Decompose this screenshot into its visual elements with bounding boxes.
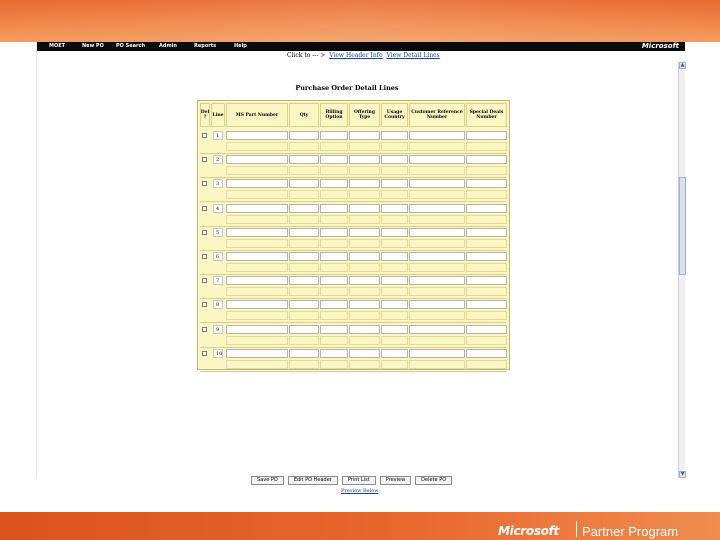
detail-subrow-cell	[226, 215, 288, 224]
qty-input[interactable]	[289, 325, 319, 334]
qty-input[interactable]	[289, 131, 319, 140]
customer-reference-input[interactable]	[409, 276, 465, 285]
special-deals-input[interactable]	[466, 349, 507, 358]
line-number: 4	[213, 204, 223, 213]
billing-option-input[interactable]	[320, 228, 348, 237]
customer-reference-input[interactable]	[409, 300, 465, 309]
line-number: 3	[213, 179, 223, 188]
line-number: 2	[213, 155, 223, 164]
po-detail-table	[197, 100, 510, 370]
qty-input[interactable]	[289, 300, 319, 309]
detail-subrow-cell	[381, 336, 408, 345]
row-divider	[200, 298, 507, 299]
ms-part-number-input[interactable]	[226, 325, 288, 334]
detail-subrow-cell	[409, 263, 465, 272]
browser-content	[36, 42, 685, 494]
edit-po-header-button[interactable]: Edit PO Header	[288, 476, 338, 485]
special-deals-input[interactable]	[466, 276, 507, 285]
column-header-qty: Qty	[289, 103, 319, 127]
customer-reference-input[interactable]	[409, 349, 465, 358]
special-deals-input[interactable]	[466, 204, 507, 213]
customer-reference-input[interactable]	[409, 204, 465, 213]
detail-subrow-cell	[320, 215, 348, 224]
line-number: 9	[213, 325, 223, 334]
detail-subrow-cell	[349, 360, 380, 369]
customer-reference-input[interactable]	[409, 252, 465, 261]
offering-type-input[interactable]	[349, 325, 380, 334]
detail-subrow-cell	[381, 190, 408, 199]
offering-type-input[interactable]	[349, 349, 380, 358]
ms-part-number-input[interactable]	[226, 252, 288, 261]
ms-part-number-input[interactable]	[226, 228, 288, 237]
detail-subrow-cell	[349, 190, 380, 199]
detail-subrow-cell	[289, 336, 319, 345]
detail-subrow-cell	[349, 166, 380, 175]
nav-item-admin[interactable]: Admin	[159, 43, 177, 49]
detail-subrow-cell	[466, 287, 507, 296]
special-deals-input[interactable]	[466, 325, 507, 334]
detail-subrow-cell	[409, 336, 465, 345]
view-links-label: Click to ---	[287, 52, 319, 59]
detail-subrow-cell	[289, 287, 319, 296]
offering-type-input[interactable]	[349, 252, 380, 261]
row-divider	[200, 347, 507, 348]
detail-subrow-cell	[349, 311, 380, 320]
detail-subrow-cell	[466, 263, 507, 272]
detail-subrow-cell	[409, 287, 465, 296]
offering-type-input[interactable]	[349, 276, 380, 285]
detail-subrow-cell	[466, 336, 507, 345]
detail-subrow-cell	[289, 239, 319, 248]
preview-button[interactable]: Preview	[380, 476, 411, 485]
detail-subrow-cell	[466, 215, 507, 224]
delete-checkbox[interactable]	[202, 230, 207, 235]
detail-subrow-cell	[289, 263, 319, 272]
special-deals-input[interactable]	[466, 228, 507, 237]
detail-subrow-cell	[466, 239, 507, 248]
customer-reference-input[interactable]	[409, 131, 465, 140]
detail-subrow-cell	[349, 336, 380, 345]
view-header-info-link[interactable]: View Header Info	[329, 52, 383, 59]
detail-subrow-cell	[226, 142, 288, 151]
scroll-thumb[interactable]	[679, 177, 686, 275]
column-header-billing-option: Billing Option	[320, 103, 348, 127]
detail-subrow-cell	[409, 166, 465, 175]
detail-subrow-cell	[381, 166, 408, 175]
offering-type-input[interactable]	[349, 204, 380, 213]
ms-part-number-input[interactable]	[226, 349, 288, 358]
usage-country-input[interactable]	[381, 228, 408, 237]
offering-type-input[interactable]	[349, 300, 380, 309]
detail-subrow-cell	[289, 360, 319, 369]
vertical-scrollbar[interactable]	[678, 62, 685, 478]
detail-subrow-cell	[381, 263, 408, 272]
customer-reference-input[interactable]	[409, 155, 465, 164]
scroll-up-arrow-icon[interactable]: ▲	[680, 62, 685, 68]
customer-reference-input[interactable]	[409, 325, 465, 334]
detail-subrow-cell	[226, 239, 288, 248]
row-divider	[200, 201, 507, 202]
detail-subrow-cell	[289, 311, 319, 320]
row-divider	[200, 153, 507, 154]
nav-item-new-po[interactable]: New PO	[82, 43, 104, 49]
detail-subrow-cell	[466, 360, 507, 369]
arrow-icon: >	[320, 52, 326, 59]
usage-country-input[interactable]	[381, 179, 408, 188]
page-title: Purchase Order Detail Lines	[295, 84, 399, 92]
customer-reference-input[interactable]	[409, 179, 465, 188]
ms-part-number-input[interactable]	[226, 179, 288, 188]
detail-subrow-cell	[409, 215, 465, 224]
detail-subrow-cell	[226, 263, 288, 272]
column-header-customer-reference-number: Customer Reference Number	[409, 103, 465, 127]
row-divider	[200, 371, 507, 372]
detail-subrow-cell	[466, 166, 507, 175]
nav-item-help[interactable]: Help	[234, 43, 247, 49]
column-header-delete: Del ?	[200, 103, 210, 127]
ms-part-number-input[interactable]	[226, 155, 288, 164]
microsoft-partner-logo: Microsoft	[498, 524, 559, 538]
customer-reference-input[interactable]	[409, 228, 465, 237]
line-number: 5	[213, 228, 223, 237]
detail-subrow-cell	[409, 142, 465, 151]
billing-option-input[interactable]	[320, 131, 348, 140]
usage-country-input[interactable]	[381, 349, 408, 358]
offering-type-input[interactable]	[349, 228, 380, 237]
save-po-button[interactable]: Save PO	[251, 476, 284, 485]
line-number: 10	[213, 349, 223, 358]
delete-checkbox[interactable]	[202, 278, 207, 283]
detail-subrow-cell	[320, 360, 348, 369]
detail-subrow-cell	[320, 166, 348, 175]
special-deals-input[interactable]	[466, 179, 507, 188]
ms-part-number-input[interactable]	[226, 300, 288, 309]
detail-subrow-cell	[289, 166, 319, 175]
delete-checkbox[interactable]	[202, 327, 207, 332]
row-divider	[200, 226, 507, 227]
usage-country-input[interactable]	[381, 300, 408, 309]
usage-country-input[interactable]	[381, 325, 408, 334]
brand-divider	[576, 521, 577, 537]
offering-type-input[interactable]	[349, 131, 380, 140]
detail-subrow-cell	[349, 142, 380, 151]
detail-subrow-cell	[289, 215, 319, 224]
billing-option-input[interactable]	[320, 204, 348, 213]
ms-part-number-input[interactable]	[226, 276, 288, 285]
offering-type-input[interactable]	[349, 179, 380, 188]
nav-bar	[37, 42, 685, 51]
usage-country-input[interactable]	[381, 131, 408, 140]
detail-subrow-cell	[381, 287, 408, 296]
detail-subrow-cell	[226, 360, 288, 369]
detail-subrow-cell	[381, 142, 408, 151]
detail-subrow-cell	[381, 311, 408, 320]
qty-input[interactable]	[289, 349, 319, 358]
qty-input[interactable]	[289, 276, 319, 285]
special-deals-input[interactable]	[466, 300, 507, 309]
detail-subrow-cell	[409, 360, 465, 369]
qty-input[interactable]	[289, 228, 319, 237]
line-number: 7	[213, 276, 223, 285]
detail-subrow-cell	[226, 190, 288, 199]
detail-subrow-cell	[409, 190, 465, 199]
qty-input[interactable]	[289, 179, 319, 188]
preview-below-link[interactable]: Preview Below	[341, 488, 379, 494]
detail-subrow-cell	[381, 360, 408, 369]
detail-subrow-cell	[320, 263, 348, 272]
nav-item-po-search[interactable]: PO Search	[116, 43, 146, 49]
detail-subrow-cell	[289, 142, 319, 151]
partner-program-label: Partner Program	[582, 524, 679, 539]
billing-option-input[interactable]	[320, 276, 348, 285]
detail-subrow-cell	[466, 142, 507, 151]
billing-option-input[interactable]	[320, 155, 348, 164]
detail-subrow-cell	[226, 336, 288, 345]
delete-checkbox[interactable]	[202, 157, 207, 162]
top-banner	[0, 0, 720, 42]
delete-checkbox[interactable]	[202, 351, 207, 356]
detail-subrow-cell	[226, 287, 288, 296]
billing-option-input[interactable]	[320, 252, 348, 261]
special-deals-input[interactable]	[466, 155, 507, 164]
usage-country-input[interactable]	[381, 252, 408, 261]
row-divider	[200, 274, 507, 275]
detail-subrow-cell	[320, 239, 348, 248]
offering-type-input[interactable]	[349, 155, 380, 164]
usage-country-input[interactable]	[381, 204, 408, 213]
delete-po-button[interactable]: Delete PO	[415, 476, 452, 485]
detail-subrow-cell	[226, 311, 288, 320]
detail-subrow-cell	[409, 239, 465, 248]
row-divider	[200, 177, 507, 178]
qty-input[interactable]	[289, 252, 319, 261]
special-deals-input[interactable]	[466, 252, 507, 261]
detail-subrow-cell	[466, 190, 507, 199]
detail-subrow-cell	[466, 311, 507, 320]
billing-option-input[interactable]	[320, 349, 348, 358]
detail-subrow-cell	[349, 239, 380, 248]
row-divider	[200, 250, 507, 251]
detail-subrow-cell	[320, 311, 348, 320]
scroll-down-arrow-icon[interactable]: ▼	[680, 471, 685, 477]
line-number: 6	[213, 252, 223, 261]
detail-subrow-cell	[409, 311, 465, 320]
detail-subrow-cell	[289, 190, 319, 199]
print-list-button[interactable]: Print List	[342, 476, 376, 485]
detail-subrow-cell	[381, 215, 408, 224]
column-header-special-deals-number: Special Deals Number	[466, 103, 507, 127]
detail-subrow-cell	[349, 215, 380, 224]
row-divider	[200, 322, 507, 323]
delete-checkbox[interactable]	[202, 133, 207, 138]
delete-checkbox[interactable]	[202, 302, 207, 307]
view-links-bar	[287, 52, 440, 59]
detail-subrow-cell	[381, 239, 408, 248]
delete-checkbox[interactable]	[202, 206, 207, 211]
qty-input[interactable]	[289, 155, 319, 164]
nav-item-reports[interactable]: Reports	[194, 43, 217, 49]
column-header-line: Line	[211, 103, 225, 127]
ms-part-number-input[interactable]	[226, 204, 288, 213]
column-header-usage-country: Usage Country	[381, 103, 408, 127]
detail-subrow-cell	[320, 190, 348, 199]
billing-option-input[interactable]	[320, 300, 348, 309]
billing-option-input[interactable]	[320, 325, 348, 334]
view-detail-lines-link[interactable]: View Detail Lines	[386, 52, 440, 59]
nav-item-moet[interactable]: MOET	[49, 43, 66, 49]
delete-checkbox[interactable]	[202, 254, 207, 259]
detail-subrow-cell	[349, 263, 380, 272]
detail-subrow-cell	[349, 287, 380, 296]
billing-option-input[interactable]	[320, 179, 348, 188]
detail-subrow-cell	[320, 287, 348, 296]
column-header-ms-part-number: MS Part Number	[226, 103, 288, 127]
line-number: 1	[213, 131, 223, 140]
qty-input[interactable]	[289, 204, 319, 213]
detail-subrow-cell	[320, 142, 348, 151]
action-buttons	[251, 476, 452, 485]
delete-checkbox[interactable]	[202, 181, 207, 186]
microsoft-logo: Microsoft	[641, 42, 679, 50]
detail-subrow-cell	[320, 336, 348, 345]
ms-part-number-input[interactable]	[226, 131, 288, 140]
line-number: 8	[213, 300, 223, 309]
usage-country-input[interactable]	[381, 155, 408, 164]
detail-subrow-cell	[226, 166, 288, 175]
special-deals-input[interactable]	[466, 131, 507, 140]
column-header-offering-type: Offering Type	[349, 103, 380, 127]
usage-country-input[interactable]	[381, 276, 408, 285]
